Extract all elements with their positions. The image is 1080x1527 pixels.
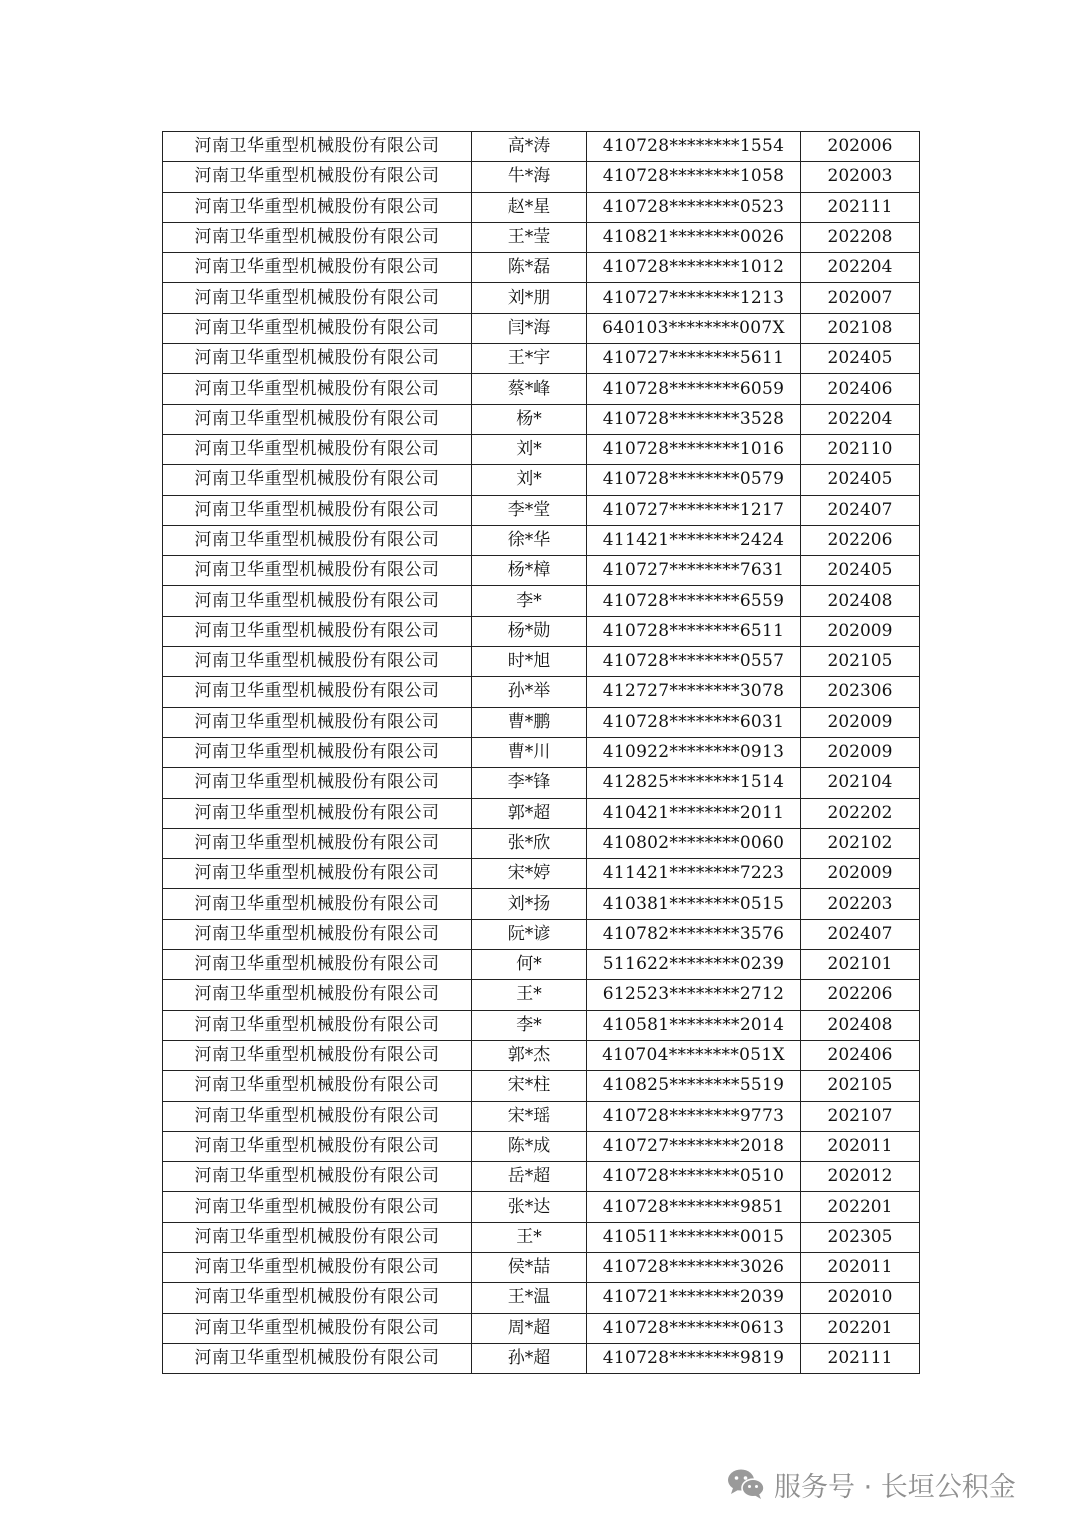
watermark-text: 服务号 · 长垣公积金 [774,1471,1016,1503]
month-cell: 202407 [801,495,920,525]
name-cell: 李* [472,586,587,616]
table-row [163,1010,920,1040]
month-cell: 202007 [801,283,920,313]
month-cell: 202110 [801,434,920,464]
company-cell: 河南卫华重型机械股份有限公司 [163,616,472,646]
id-number-cell: 511622********0239 [587,950,801,980]
name-cell: 侯*喆 [472,1252,587,1282]
id-number-cell: 410727********7631 [587,556,801,586]
id-number-cell: 410704********051X [587,1040,801,1070]
month-cell: 202105 [801,647,920,677]
name-cell: 孙*举 [472,677,587,707]
company-cell: 河南卫华重型机械股份有限公司 [163,434,472,464]
name-cell: 张*达 [472,1192,587,1222]
company-cell: 河南卫华重型机械股份有限公司 [163,1040,472,1070]
table-row [163,404,920,434]
company-cell: 河南卫华重型机械股份有限公司 [163,828,472,858]
company-cell: 河南卫华重型机械股份有限公司 [163,768,472,798]
company-cell: 河南卫华重型机械股份有限公司 [163,1313,472,1343]
table-row [163,828,920,858]
name-cell: 陈*磊 [472,253,587,283]
name-cell: 高*涛 [472,132,587,162]
name-cell: 宋*瑶 [472,1101,587,1131]
company-cell: 河南卫华重型机械股份有限公司 [163,1071,472,1101]
id-number-cell: 410728********3026 [587,1252,801,1282]
company-cell: 河南卫华重型机械股份有限公司 [163,1252,472,1282]
month-cell: 202107 [801,1101,920,1131]
table-row [163,222,920,252]
id-number-cell: 410581********2014 [587,1010,801,1040]
id-number-cell: 410728********0613 [587,1313,801,1343]
id-number-cell: 410728********0579 [587,465,801,495]
records-table-body [163,132,920,1374]
company-cell: 河南卫华重型机械股份有限公司 [163,404,472,434]
table-row [163,374,920,404]
month-cell: 202009 [801,859,920,889]
name-cell: 陈*成 [472,1131,587,1161]
name-cell: 牛*海 [472,162,587,192]
name-cell: 杨*勋 [472,616,587,646]
month-cell: 202204 [801,404,920,434]
table-row [163,1313,920,1343]
name-cell: 蔡*峰 [472,374,587,404]
company-cell: 河南卫华重型机械股份有限公司 [163,525,472,555]
table-row [163,192,920,222]
company-cell: 河南卫华重型机械股份有限公司 [163,1162,472,1192]
table-row [163,798,920,828]
id-number-cell: 410728********6511 [587,616,801,646]
company-cell: 河南卫华重型机械股份有限公司 [163,556,472,586]
company-cell: 河南卫华重型机械股份有限公司 [163,1192,472,1222]
month-cell: 202408 [801,586,920,616]
table-row [163,1162,920,1192]
table-row [163,344,920,374]
name-cell: 孙*超 [472,1343,587,1373]
table-row [163,919,920,949]
wechat-icon [726,1467,766,1501]
id-number-cell: 410728********1058 [587,162,801,192]
company-cell: 河南卫华重型机械股份有限公司 [163,132,472,162]
id-number-cell: 410728********1016 [587,434,801,464]
month-cell: 202206 [801,980,920,1010]
id-number-cell: 410728********0523 [587,192,801,222]
id-number-cell: 410727********2018 [587,1131,801,1161]
name-cell: 曹*川 [472,737,587,767]
company-cell: 河南卫华重型机械股份有限公司 [163,889,472,919]
company-cell: 河南卫华重型机械股份有限公司 [163,1283,472,1313]
company-cell: 河南卫华重型机械股份有限公司 [163,1343,472,1373]
table-row [163,1343,920,1373]
id-number-cell: 410728********0557 [587,647,801,677]
name-cell: 王*温 [472,1283,587,1313]
month-cell: 202101 [801,950,920,980]
id-number-cell: 410511********0015 [587,1222,801,1252]
id-number-cell: 412727********3078 [587,677,801,707]
id-number-cell: 410922********0913 [587,737,801,767]
table-row [163,586,920,616]
table-row [163,1222,920,1252]
wechat-account-watermark [726,1464,1016,1504]
id-number-cell: 410728********1554 [587,132,801,162]
name-cell: 刘*扬 [472,889,587,919]
month-cell: 202111 [801,1343,920,1373]
name-cell: 闫*海 [472,313,587,343]
id-number-cell: 410727********1213 [587,283,801,313]
month-cell: 202003 [801,162,920,192]
name-cell: 何* [472,950,587,980]
table-row [163,647,920,677]
id-number-cell: 410728********9819 [587,1343,801,1373]
name-cell: 阮*谚 [472,919,587,949]
month-cell: 202009 [801,707,920,737]
month-cell: 202208 [801,222,920,252]
table-row [163,859,920,889]
table-row [163,1071,920,1101]
month-cell: 202406 [801,1040,920,1070]
table-row [163,1040,920,1070]
table-row [163,980,920,1010]
company-cell: 河南卫华重型机械股份有限公司 [163,677,472,707]
table-row [163,283,920,313]
name-cell: 王*宇 [472,344,587,374]
table-row [163,707,920,737]
name-cell: 曹*鹏 [472,707,587,737]
month-cell: 202105 [801,1071,920,1101]
name-cell: 郭*超 [472,798,587,828]
month-cell: 202408 [801,1010,920,1040]
month-cell: 202201 [801,1192,920,1222]
name-cell: 张*欣 [472,828,587,858]
month-cell: 202006 [801,132,920,162]
table-row [163,737,920,767]
name-cell: 李*锋 [472,768,587,798]
id-number-cell: 412825********1514 [587,768,801,798]
table-row [163,768,920,798]
table-row [163,253,920,283]
records-table [162,131,920,1374]
month-cell: 202111 [801,192,920,222]
id-number-cell: 410727********1217 [587,495,801,525]
company-cell: 河南卫华重型机械股份有限公司 [163,647,472,677]
company-cell: 河南卫华重型机械股份有限公司 [163,586,472,616]
month-cell: 202012 [801,1162,920,1192]
month-cell: 202009 [801,616,920,646]
company-cell: 河南卫华重型机械股份有限公司 [163,1101,472,1131]
company-cell: 河南卫华重型机械股份有限公司 [163,374,472,404]
month-cell: 202010 [801,1283,920,1313]
table-row [163,1101,920,1131]
month-cell: 202405 [801,556,920,586]
month-cell: 202405 [801,344,920,374]
company-cell: 河南卫华重型机械股份有限公司 [163,192,472,222]
name-cell: 杨* [472,404,587,434]
company-cell: 河南卫华重型机械股份有限公司 [163,919,472,949]
id-number-cell: 410825********5519 [587,1071,801,1101]
name-cell: 宋*婷 [472,859,587,889]
company-cell: 河南卫华重型机械股份有限公司 [163,313,472,343]
table-row [163,525,920,555]
company-cell: 河南卫华重型机械股份有限公司 [163,1010,472,1040]
company-cell: 河南卫华重型机械股份有限公司 [163,1222,472,1252]
company-cell: 河南卫华重型机械股份有限公司 [163,950,472,980]
id-number-cell: 410821********0026 [587,222,801,252]
table-row [163,162,920,192]
month-cell: 202108 [801,313,920,343]
month-cell: 202407 [801,919,920,949]
table-row [163,950,920,980]
month-cell: 202011 [801,1131,920,1161]
id-number-cell: 612523********2712 [587,980,801,1010]
table-row [163,495,920,525]
company-cell: 河南卫华重型机械股份有限公司 [163,859,472,889]
name-cell: 王* [472,1222,587,1252]
month-cell: 202305 [801,1222,920,1252]
name-cell: 刘* [472,465,587,495]
month-cell: 202406 [801,374,920,404]
month-cell: 202204 [801,253,920,283]
id-number-cell: 411421********7223 [587,859,801,889]
company-cell: 河南卫华重型机械股份有限公司 [163,465,472,495]
id-number-cell: 410421********2011 [587,798,801,828]
company-cell: 河南卫华重型机械股份有限公司 [163,344,472,374]
company-cell: 河南卫华重型机械股份有限公司 [163,737,472,767]
id-number-cell: 410381********0515 [587,889,801,919]
month-cell: 202203 [801,889,920,919]
name-cell: 郭*杰 [472,1040,587,1070]
company-cell: 河南卫华重型机械股份有限公司 [163,162,472,192]
name-cell: 徐*华 [472,525,587,555]
table-row [163,1252,920,1282]
company-cell: 河南卫华重型机械股份有限公司 [163,980,472,1010]
company-cell: 河南卫华重型机械股份有限公司 [163,1131,472,1161]
name-cell: 时*旭 [472,647,587,677]
name-cell: 李*堂 [472,495,587,525]
table-row [163,677,920,707]
month-cell: 202011 [801,1252,920,1282]
name-cell: 李* [472,1010,587,1040]
company-cell: 河南卫华重型机械股份有限公司 [163,707,472,737]
company-cell: 河南卫华重型机械股份有限公司 [163,222,472,252]
name-cell: 岳*超 [472,1162,587,1192]
table-row [163,1131,920,1161]
id-number-cell: 411421********2424 [587,525,801,555]
name-cell: 宋*柱 [472,1071,587,1101]
month-cell: 202009 [801,737,920,767]
id-number-cell: 410728********0510 [587,1162,801,1192]
company-cell: 河南卫华重型机械股份有限公司 [163,798,472,828]
name-cell: 赵*星 [472,192,587,222]
table-row [163,1192,920,1222]
id-number-cell: 410728********9851 [587,1192,801,1222]
id-number-cell: 410728********1012 [587,253,801,283]
table-row [163,556,920,586]
id-number-cell: 410728********3528 [587,404,801,434]
table-row [163,616,920,646]
id-number-cell: 410728********6559 [587,586,801,616]
id-number-cell: 410782********3576 [587,919,801,949]
table-row [163,313,920,343]
month-cell: 202306 [801,677,920,707]
id-number-cell: 410728********6059 [587,374,801,404]
id-number-cell: 410727********5611 [587,344,801,374]
name-cell: 王* [472,980,587,1010]
id-number-cell: 640103********007X [587,313,801,343]
table-row [163,132,920,162]
id-number-cell: 410802********0060 [587,828,801,858]
company-cell: 河南卫华重型机械股份有限公司 [163,253,472,283]
id-number-cell: 410728********6031 [587,707,801,737]
table-row [163,1283,920,1313]
month-cell: 202201 [801,1313,920,1343]
month-cell: 202104 [801,768,920,798]
company-cell: 河南卫华重型机械股份有限公司 [163,495,472,525]
name-cell: 刘*朋 [472,283,587,313]
name-cell: 杨*樟 [472,556,587,586]
table-row [163,889,920,919]
month-cell: 202102 [801,828,920,858]
id-number-cell: 410721********2039 [587,1283,801,1313]
name-cell: 刘* [472,434,587,464]
company-cell: 河南卫华重型机械股份有限公司 [163,283,472,313]
table-row [163,465,920,495]
id-number-cell: 410728********9773 [587,1101,801,1131]
month-cell: 202206 [801,525,920,555]
table-row [163,434,920,464]
name-cell: 周*超 [472,1313,587,1343]
month-cell: 202405 [801,465,920,495]
name-cell: 王*莹 [472,222,587,252]
month-cell: 202202 [801,798,920,828]
